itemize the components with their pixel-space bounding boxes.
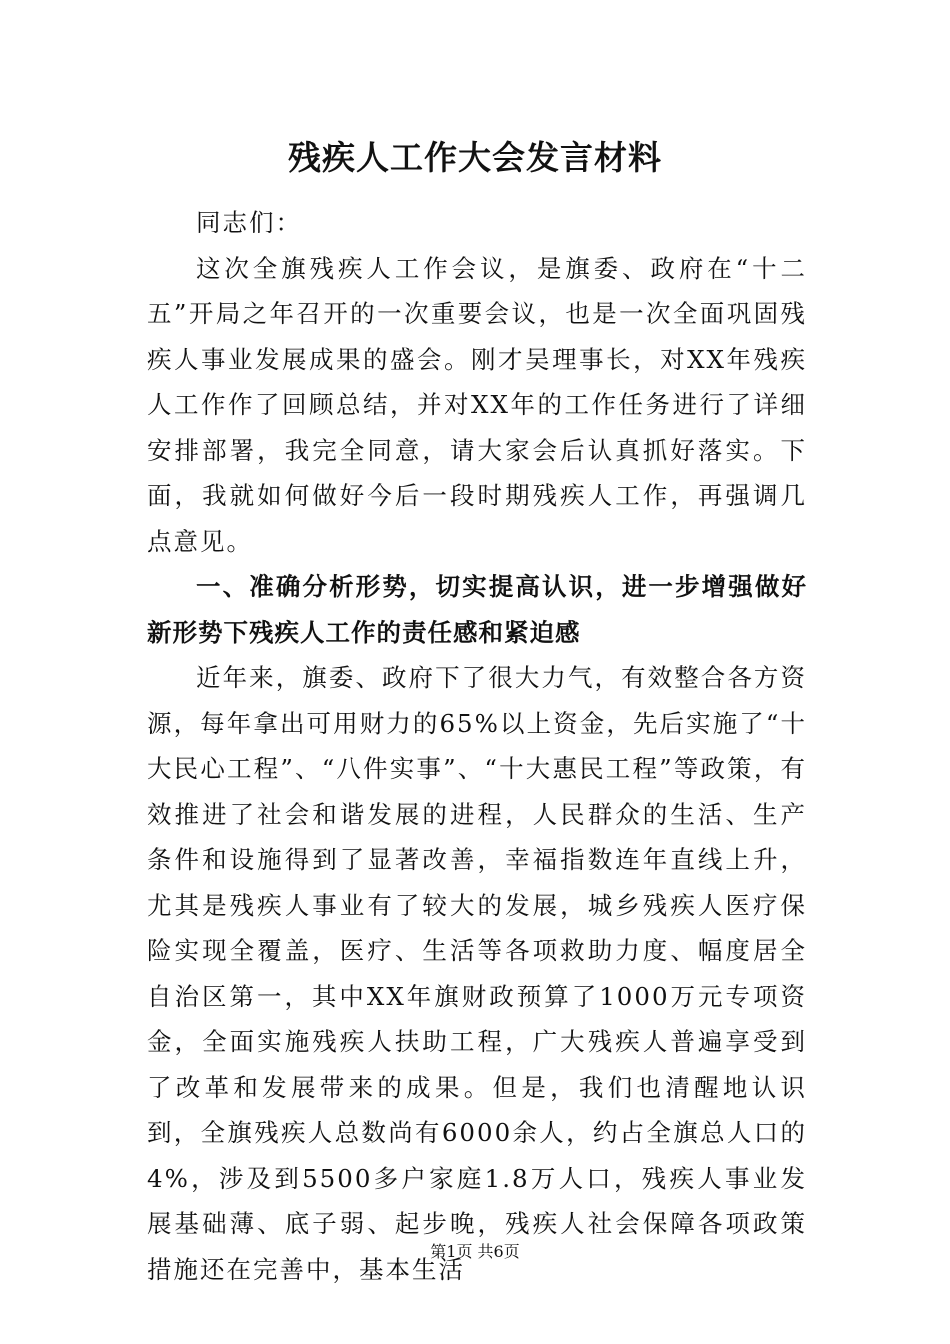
- salutation: 同志们：: [196, 208, 302, 237]
- document-title: 残疾人工作大会发言材料: [288, 138, 662, 177]
- page-footer: 第1页 共6页: [430, 1242, 520, 1261]
- section-heading: 一、准确分析形势，切实提高认识，进一步增强做好新形势下残疾人工作的责任感和紧迫感: [147, 572, 807, 647]
- intro-paragraph: 这次全旗残疾人工作会议，是旗委、政府在“十二五”开局之年召开的一次重要会议，也是一次全面巩固残疾人事业发展成果的盛会。刚才吴理事长，对XX年残疾人工作作了回顾总结，并对XX年的工作任务进行了详细安排部署，我完全同意，请大家会后认真抓好落实。下面，我就如何做好今后一段时期残疾人工作，再强调几点意见。: [147, 253, 807, 556]
- document-body: [147, 200, 807, 1292]
- section-paragraph: 近年来，旗委、政府下了很大力气，有效整合各方资源，每年拿出可用财力的65%以上资金，先后实施了“十大民心工程”、“八件实事”、“十大惠民工程”等政策，有效推进了社会和谐发展的进程，人民群众的生活、生产条件和设施得到了显著改善，幸福指数连年直线上升，尤其是残疾人事业有了较大的发展，城乡残疾人医疗保险实现全覆盖，医疗、生活等各项救助力度、幅度居全自治区第一，其中XX年旗财政预算了1000万元专项资金，全面实施残疾人扶助工程，广大残疾人普遍享受到了改革和发展带来的成果。但是，我们也清醒地认识到，全旗残疾人总数尚有6000余人，约占全旗总人口的4%，涉及到5500多户家庭1.8万人口，残疾人事业发展基础薄、底子弱、起步晚，残疾人社会保障各项政策措施还在完善中，基本生活: [147, 663, 807, 1284]
